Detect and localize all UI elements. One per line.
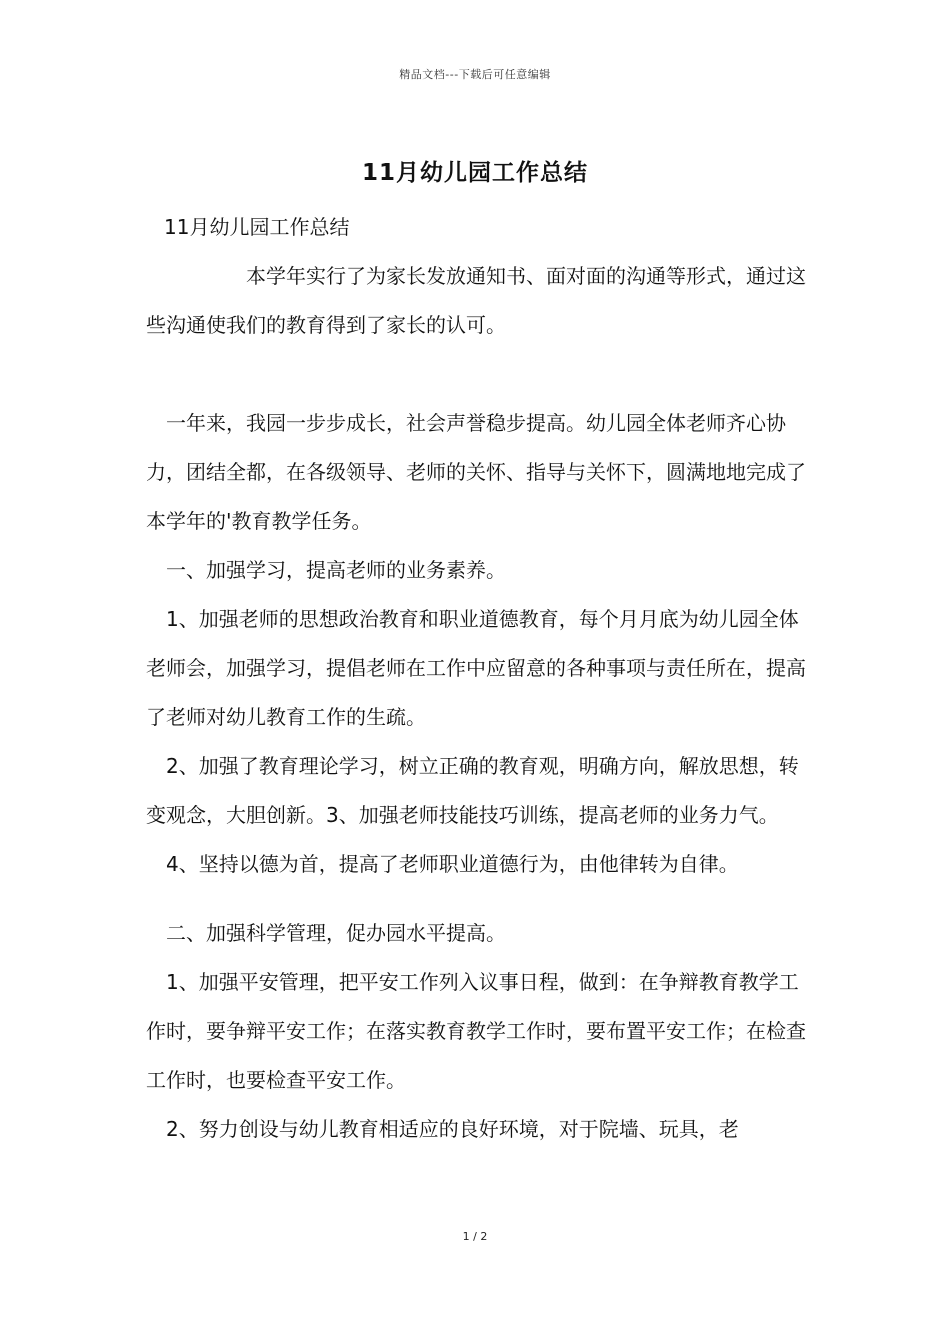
paragraph: 一年来，我园一步步成长，社会声誉稳步提高。幼儿园全体老师齐心协力，团结全都，在各级领导、老师的关怀、指导与关怀下，圆满地地完成了本学年的'教育教学任务。: [146, 411, 806, 533]
document-body: [146, 203, 808, 1154]
document-title: 11月幼儿园工作总结: [361, 160, 588, 186]
paragraph: 本学年实行了为家长发放通知书、面对面的沟通等形式，通过这些沟通使我们的教育得到了家长的认可。: [146, 264, 806, 337]
section-heading: 二、加强科学管理，促办园水平提高。: [166, 921, 506, 945]
section-heading: 一、加强学习，提高老师的业务素养。: [166, 558, 506, 582]
paragraph: 2、努力创设与幼儿教育相适应的良好环境，对于院墙、玩具，老: [166, 1117, 739, 1141]
paragraph: 4、坚持以德为首，提高了老师职业道德行为，由他律转为自律。: [166, 852, 739, 876]
paragraph: 2、加强了教育理论学习，树立正确的教育观，明确方向，解放思想，转变观念，大胆创新。3、加强老师技能技巧训练，提高老师的业务力气。: [146, 754, 799, 827]
paragraph: 1、加强平安管理，把平安工作列入议事日程，做到：在争辩教育教学工作时，要争辩平安工作；在落实教育教学工作时，要布置平安工作；在检查工作时，也要检查平安工作。: [146, 970, 806, 1092]
page-header: 精品文档---下载后可任意编辑: [399, 68, 551, 81]
document-subtitle: 11月幼儿园工作总结: [164, 215, 350, 239]
paragraph-spacer: [146, 889, 808, 909]
page-number: 1 / 2: [462, 1230, 488, 1243]
paragraph: 1、加强老师的思想政治教育和职业道德教育，每个月月底为幼儿园全体老师会，加强学习，提倡老师在工作中应留意的各种事项与责任所在，提高了老师对幼儿教育工作的生疏。: [146, 607, 806, 729]
paragraph-spacer: [146, 350, 808, 399]
